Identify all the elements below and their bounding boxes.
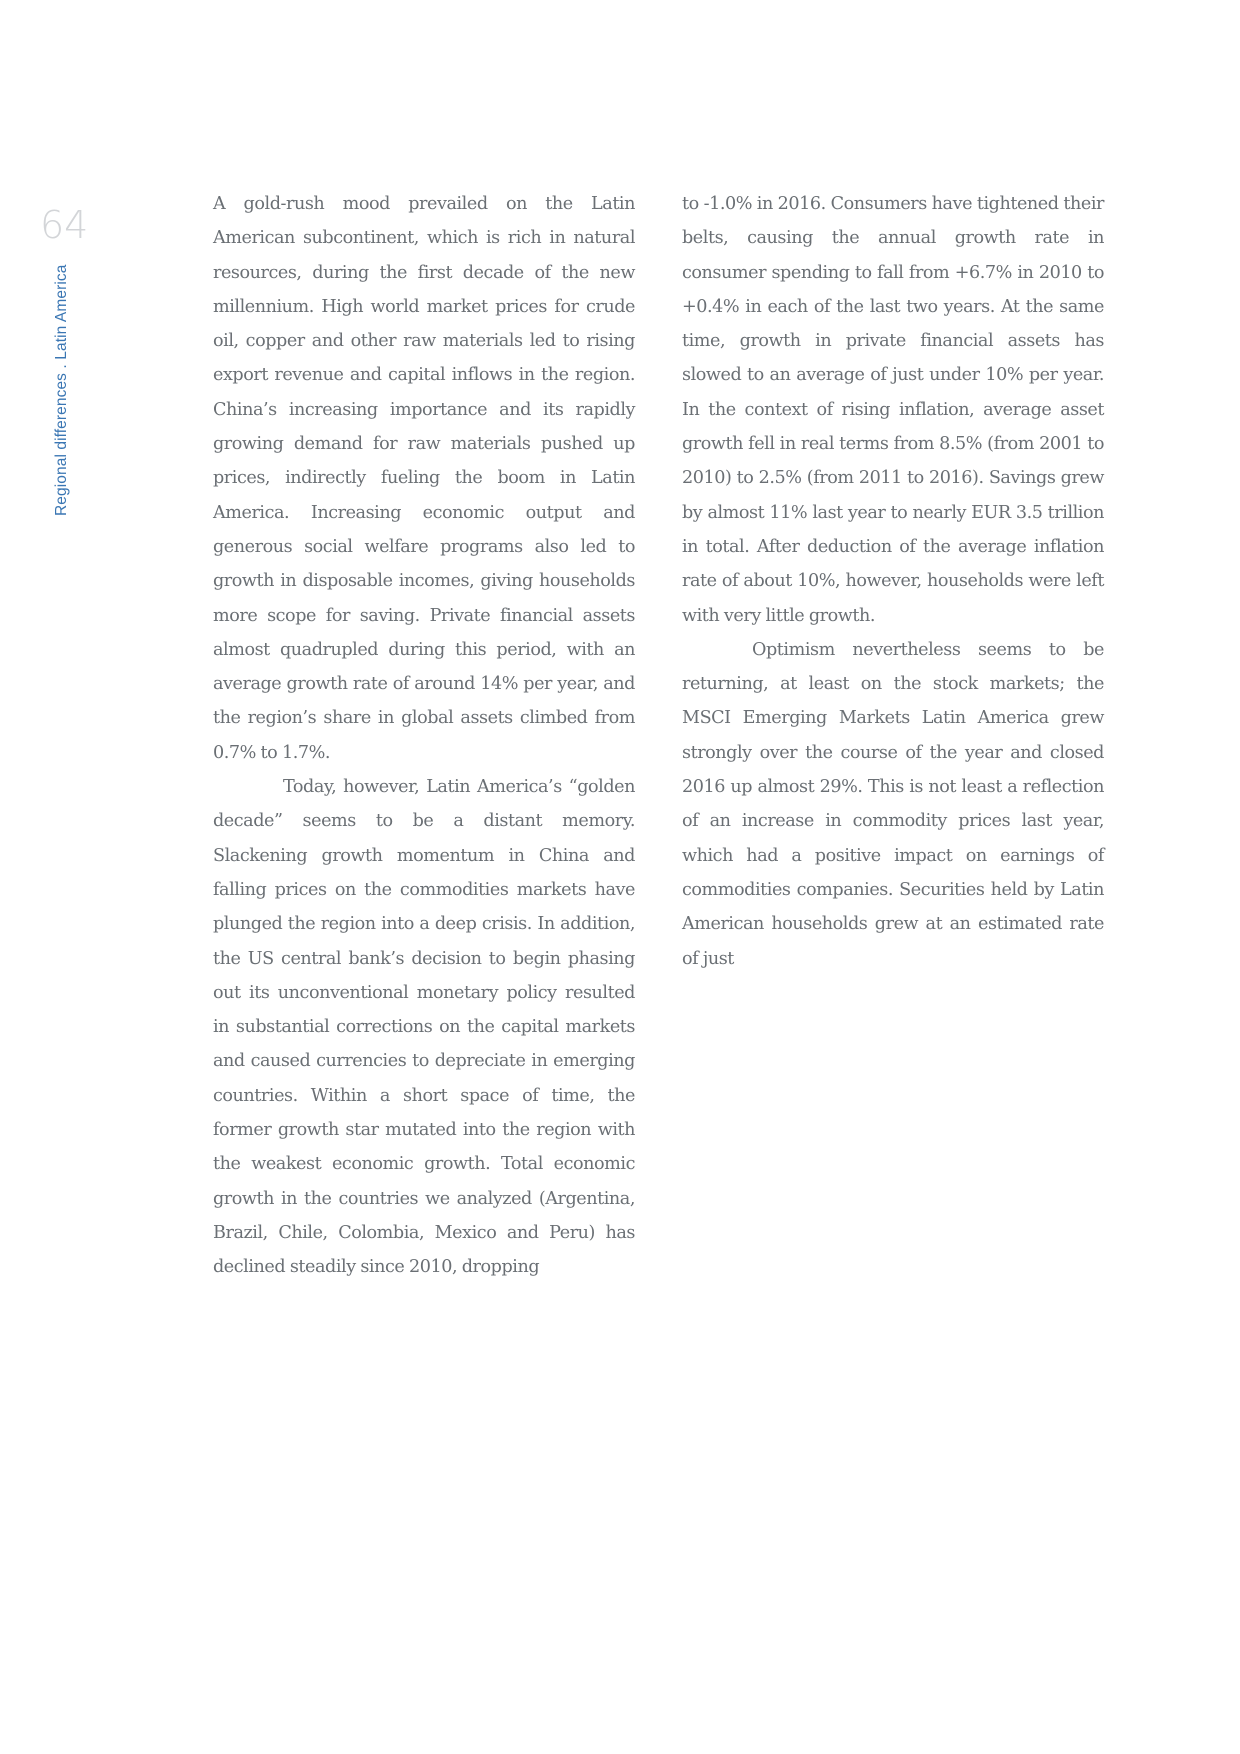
paragraph: to -1.0% in 2016. Consumers have tightened their belts, causing the annual growth rate in consumer spending to fall from +6.7% in 2010 to +0.4% in each of the last two years. At the same time, growth in private financial assets has slowed to an average of just under 10% per year. In the context of rising inflation, average asset growth fell in real terms from 8.5% (from 2001 to 2010) to 2.5% (from 2011 to 2016). Savings grew by almost 11% last year to nearly EUR 3.5 trillion in total. After deduction of the average inflation rate of about 10%, however, households were left with very little growth. <box>682 194 1104 626</box>
page-number: 64 <box>40 203 89 247</box>
running-head: Regional differences . Latin America <box>53 264 70 516</box>
paragraph: Today, however, Latin America’s “golden decade” seems to be a distant memory. Slackening growth momentum in China and falling prices on the commodities markets have plunged the region into a deep crisis. In addition, the US central bank’s decision to begin phasing out its unconventional monetary policy resulted in substantial corrections on the capital markets and caused currencies to depreciate in emerging countries. Within a short space of time, the former growth star mutated into the region with the weakest economic growth. Total economic growth in the countries we analyzed (Argentina, Brazil, Chile, Colombia, Mexico and Peru) has declined steadily since 2010, dropping <box>213 777 635 1278</box>
paragraph: A gold-rush mood prevailed on the Latin American subcontinent, which is rich in natural resources, during the first decade of the new millennium. High world market prices for crude oil, copper and other raw materials led to rising export revenue and capital inflows in the region. China’s increasing importance and its rapidly growing demand for raw materials pushed up prices, indirectly fueling the boom in Latin America. Increasing economic output and generous social welfare programs also led to growth in disposable incomes, giving households more scope for saving. Private financial assets almost quadrupled during this period, with an average growth rate of around 14% per year, and the region’s share in global assets climbed from 0.7% to 1.7%. <box>213 194 635 763</box>
text-column-left <box>213 187 635 1285</box>
text-column-right <box>682 187 1104 976</box>
paragraph: Optimism nevertheless seems to be returning, at least on the stock markets; the MSCI Emerging Markets Latin America grew strongly over the course of the year and closed 2016 up almost 29%. This is not least a reflection of an increase in commodity prices last year, which had a positive impact on earnings of commodities companies. Securities held by Latin American households grew at an estimated rate of just <box>682 639 1104 969</box>
